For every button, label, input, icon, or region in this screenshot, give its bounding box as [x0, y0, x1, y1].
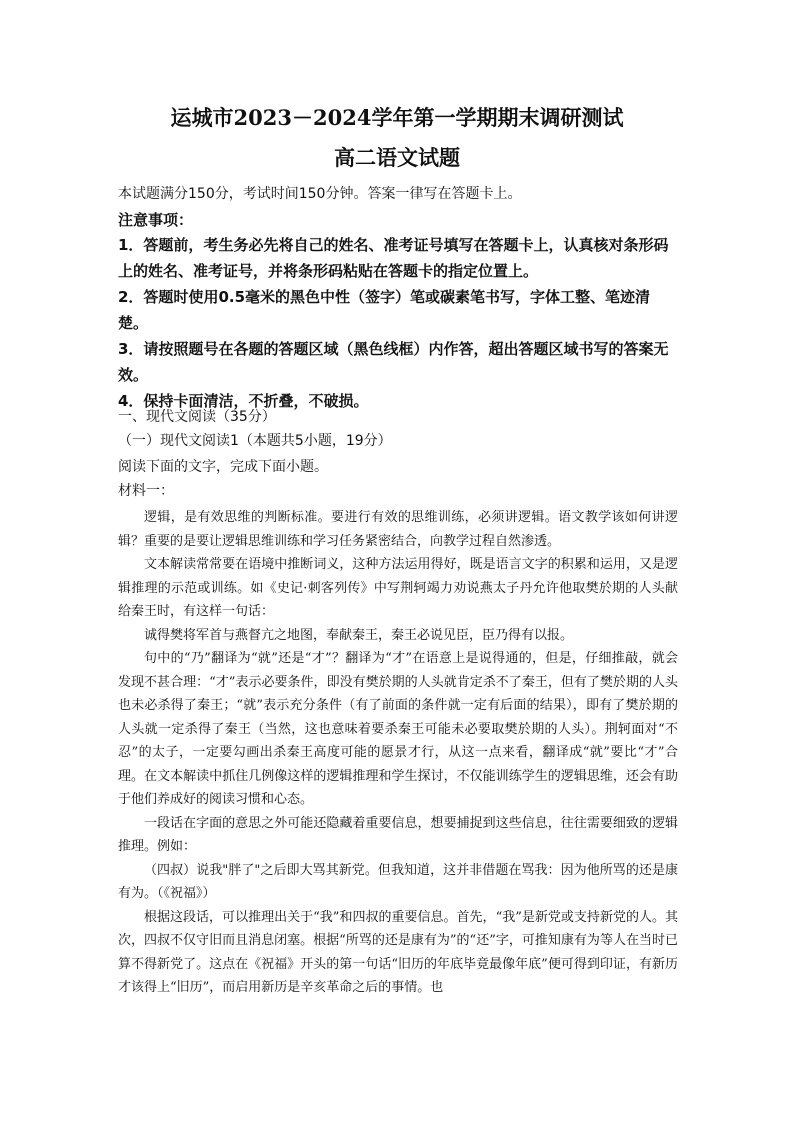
- exam-subtitle: 高二语文试题: [334, 145, 460, 170]
- quoted-passage: （四叔）说我"胖了"之后即大骂其新党。但我知道，这并非借题在骂我：因为他所骂的还是康有为。（《祝福》）: [118, 862, 678, 901]
- notice-title: 注意事项：: [118, 211, 194, 229]
- exam-intro: 本试题满分150分，考试时间150分钟。答案一律写在答题卡上。: [118, 186, 522, 202]
- material-label: 材料一：: [118, 483, 174, 499]
- paragraph-2: 文本解读常常要在语境中推断词义，这种方法运用得好，既是语言文字的积累和运用，又是逻辑推理的示范或训练。如《史记·刺客列传》中写荆轲竭力劝说燕太子丹允许他取樊於期的人头献给秦王时，有这样一句话：: [118, 557, 678, 619]
- notice-item-4: 4．保持卡面清洁，不折叠，不破损。: [118, 392, 369, 410]
- notice-item-2: 2．答题时使用0.5毫米的黑色中性（签字）笔或碳素笔书写，字体工整、笔迹清楚。: [118, 288, 651, 332]
- exam-title: 运城市2023－2024学年第一学期期末调研测试: [170, 105, 624, 130]
- subsection-title: （一）现代文阅读1（本题共5小题，19分）: [118, 433, 392, 449]
- notice-list: [118, 232, 678, 414]
- paragraph-5: 根据这段话，可以推理出关于“我”和四叔的重要信息。首先，“我”是新党或支持新党的人。其次，四叔不仅守旧而且消息闭塞。根据“所骂的还是康有为”的“还”字，可推知康有为等人在当时已算不得新党了。这点在《祝福》开头的第一句话“旧历的年底毕竟最像年底”便可得到印证，有新历才该得上“旧历”，而启用新历是辛亥革命之后的事情。也: [118, 909, 678, 995]
- reading-instruction: 阅读下面的文字，完成下面小题。: [118, 459, 328, 475]
- section-title: 一、现代文阅读（35分）: [118, 409, 276, 425]
- notice-item-1: 1．答题前，考生务必先将自己的姓名、准考证号填写在答题卡上，认真核对条形码上的姓名、准考证号，并将条形码粘贴在答题卡的指定位置上。: [118, 236, 669, 280]
- paragraph-3: 句中的“乃”翻译为“就”还是“才”？翻译为“才”在语意上是说得通的，但是，仔细推敲，就会发现不甚合理：“才”表示必要条件，即没有樊於期的人头就肯定杀不了秦王，但有了樊於期的人头也未必杀得了秦王；“就”表示充分条件（有了前面的条件就一定有后面的结果），即有了樊於期的人头就一定杀得了秦王（当然，这也意味着要杀秦王可能未必要取樊於期的人头）。荆轲面对“不忍”的太子，一定要勾画出杀秦王高度可能的愿景才行，从这一点来看，翻译成“就”要比“才”合理。在文本解读中抓住几例像这样的逻辑推理和学生探讨，不仅能训练学生的逻辑思维，还会有助于他们养成好的阅读习惯和心态。: [118, 651, 678, 807]
- quoted-sentence: 诚得樊将军首与燕督亢之地图，奉献秦王，秦王必说见臣，臣乃得有以报。: [144, 627, 574, 643]
- paragraph-1: 逻辑，是有效思维的判断标准。要进行有效的思维训练，必须讲逻辑。语文教学该如何讲逻辑？重要的是要让逻辑思维训练和学习任务紧密结合，向教学过程自然渗透。: [118, 510, 678, 549]
- notice-item-3: 3．请按照题号在各题的答题区域（黑色线框）内作答，超出答题区域书写的答案无效。: [118, 340, 669, 384]
- paragraph-4: 一段话在字面的意思之外可能还隐藏着重要信息，想要捕捉到这些信息，往往需要细致的逻辑推理。例如：: [118, 815, 678, 854]
- material-text: [118, 506, 678, 1000]
